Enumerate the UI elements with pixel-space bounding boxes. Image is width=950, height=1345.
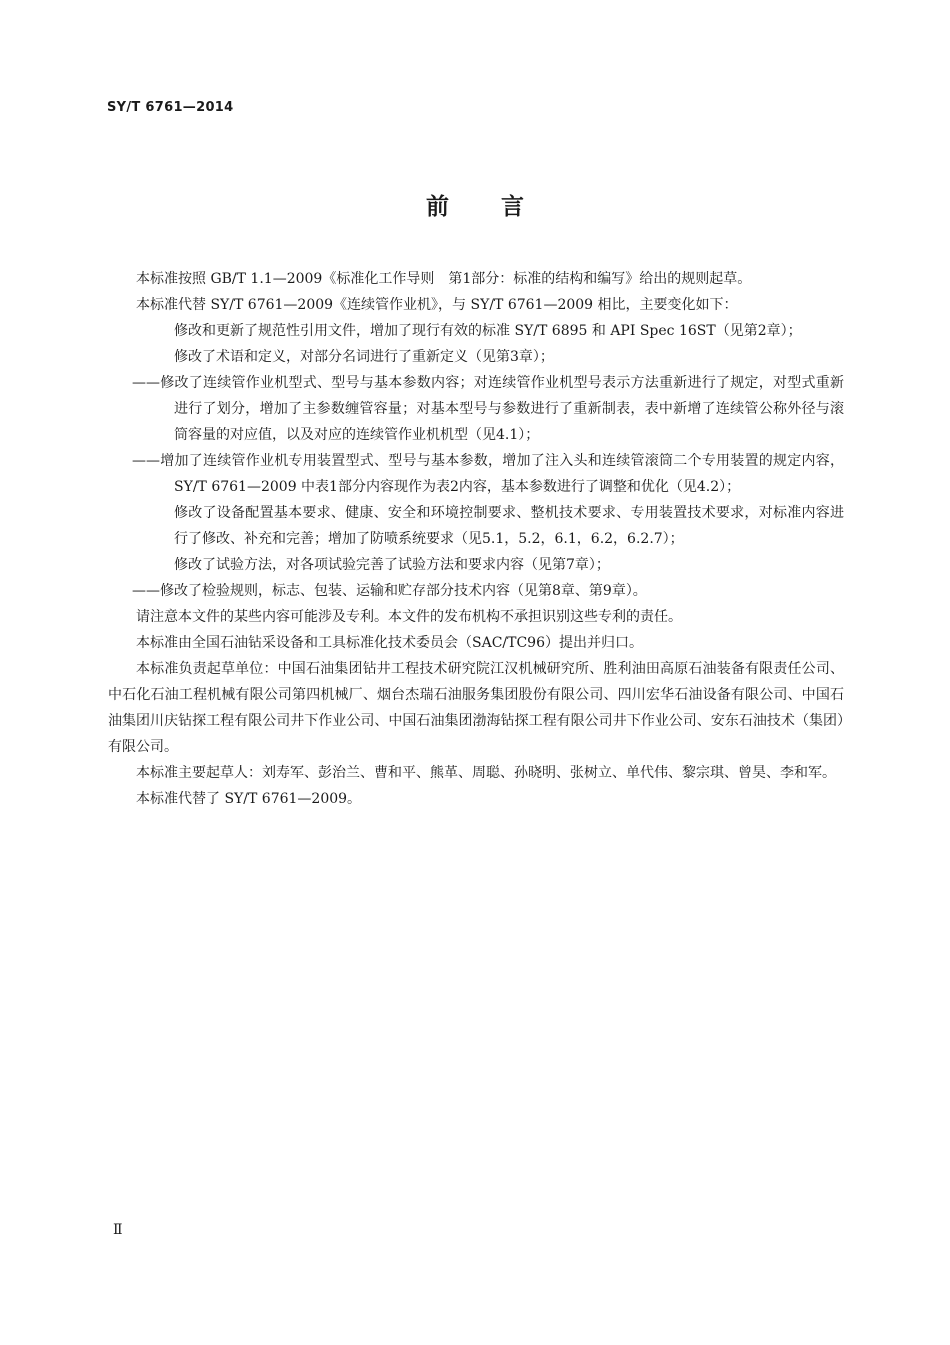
document-body xyxy=(108,266,844,812)
paragraph: 本标准主要起草人：刘寿军、彭治兰、曹和平、熊革、周聪、孙晓明、张树立、单代伟、黎宗琪、曾昊、李和军。 xyxy=(136,765,836,781)
list-item: ——修改了连续管作业机型式、型号与基本参数内容；对连续管作业机型号表示方法重新进行了规定，对型式重新进行了划分，增加了主参数缠管容量；对基本型号与参数进行了重新制表，表中新增了连续管公称外径与滚筒容量的对应值，以及对应的连续管作业机机型（见4.1）； xyxy=(132,375,844,443)
paragraph: 本标准负责起草单位：中国石油集团钻井工程技术研究院江汉机械研究所、胜利油田高原石油装备有限责任公司、中石化石油工程机械有限公司第四机械厂、烟台杰瑞石油服务集团股份有限公司、四川宏华石油设备有限公司、中国石油集团川庆钻探工程有限公司井下作业公司、中国石油集团渤海钻探工程有限公司井下作业公司、安东石油技术（集团）有限公司。 xyxy=(108,661,844,755)
standard-code: SY/T 6761—2014 xyxy=(107,100,234,115)
page-number: Ⅱ xyxy=(113,1222,123,1238)
list-item: 修改了试验方法，对各项试验完善了试验方法和要求内容（见第7章）； xyxy=(174,557,610,573)
list-item: 修改和更新了规范性引用文件，增加了现行有效的标准 SY/T 6895 和 API Spec 16ST（见第2章）； xyxy=(174,323,802,339)
page-title: 前言 xyxy=(426,194,576,220)
paragraph: 本标准代替了 SY/T 6761—2009。 xyxy=(136,791,362,807)
paragraph: 本标准代替 SY/T 6761—2009《连续管作业机》，与 SY/T 6761—2009 相比，主要变化如下： xyxy=(136,297,738,313)
list-item: 修改了设备配置基本要求、健康、安全和环境控制要求、整机技术要求、专用装置技术要求，对标准内容进行了修改、补充和完善；增加了防喷系统要求（见5.1，5.2，6.1，6.2，6.2.7）； xyxy=(174,505,844,547)
paragraph: 本标准按照 GB/T 1.1—2009《标准化工作导则 第1部分：标准的结构和编写》给出的规则起草。 xyxy=(136,271,752,287)
list-item: 修改了术语和定义，对部分名词进行了重新定义（见第3章）； xyxy=(174,349,554,365)
paragraph: 本标准由全国石油钻采设备和工具标准化技术委员会（SAC/TC96）提出并归口。 xyxy=(136,635,643,651)
list-item: ——增加了连续管作业机专用装置型式、型号与基本参数，增加了注入头和连续管滚筒二个专用装置的规定内容，SY/T 6761—2009 中表1部分内容现作为表2内容，基本参数进行了调整和优化（见4.2）； xyxy=(132,453,844,495)
list-item: ——修改了检验规则，标志、包装、运输和贮存部分技术内容（见第8章、第9章）。 xyxy=(132,583,647,599)
paragraph: 请注意本文件的某些内容可能涉及专利。本文件的发布机构不承担识别这些专利的责任。 xyxy=(136,609,682,625)
